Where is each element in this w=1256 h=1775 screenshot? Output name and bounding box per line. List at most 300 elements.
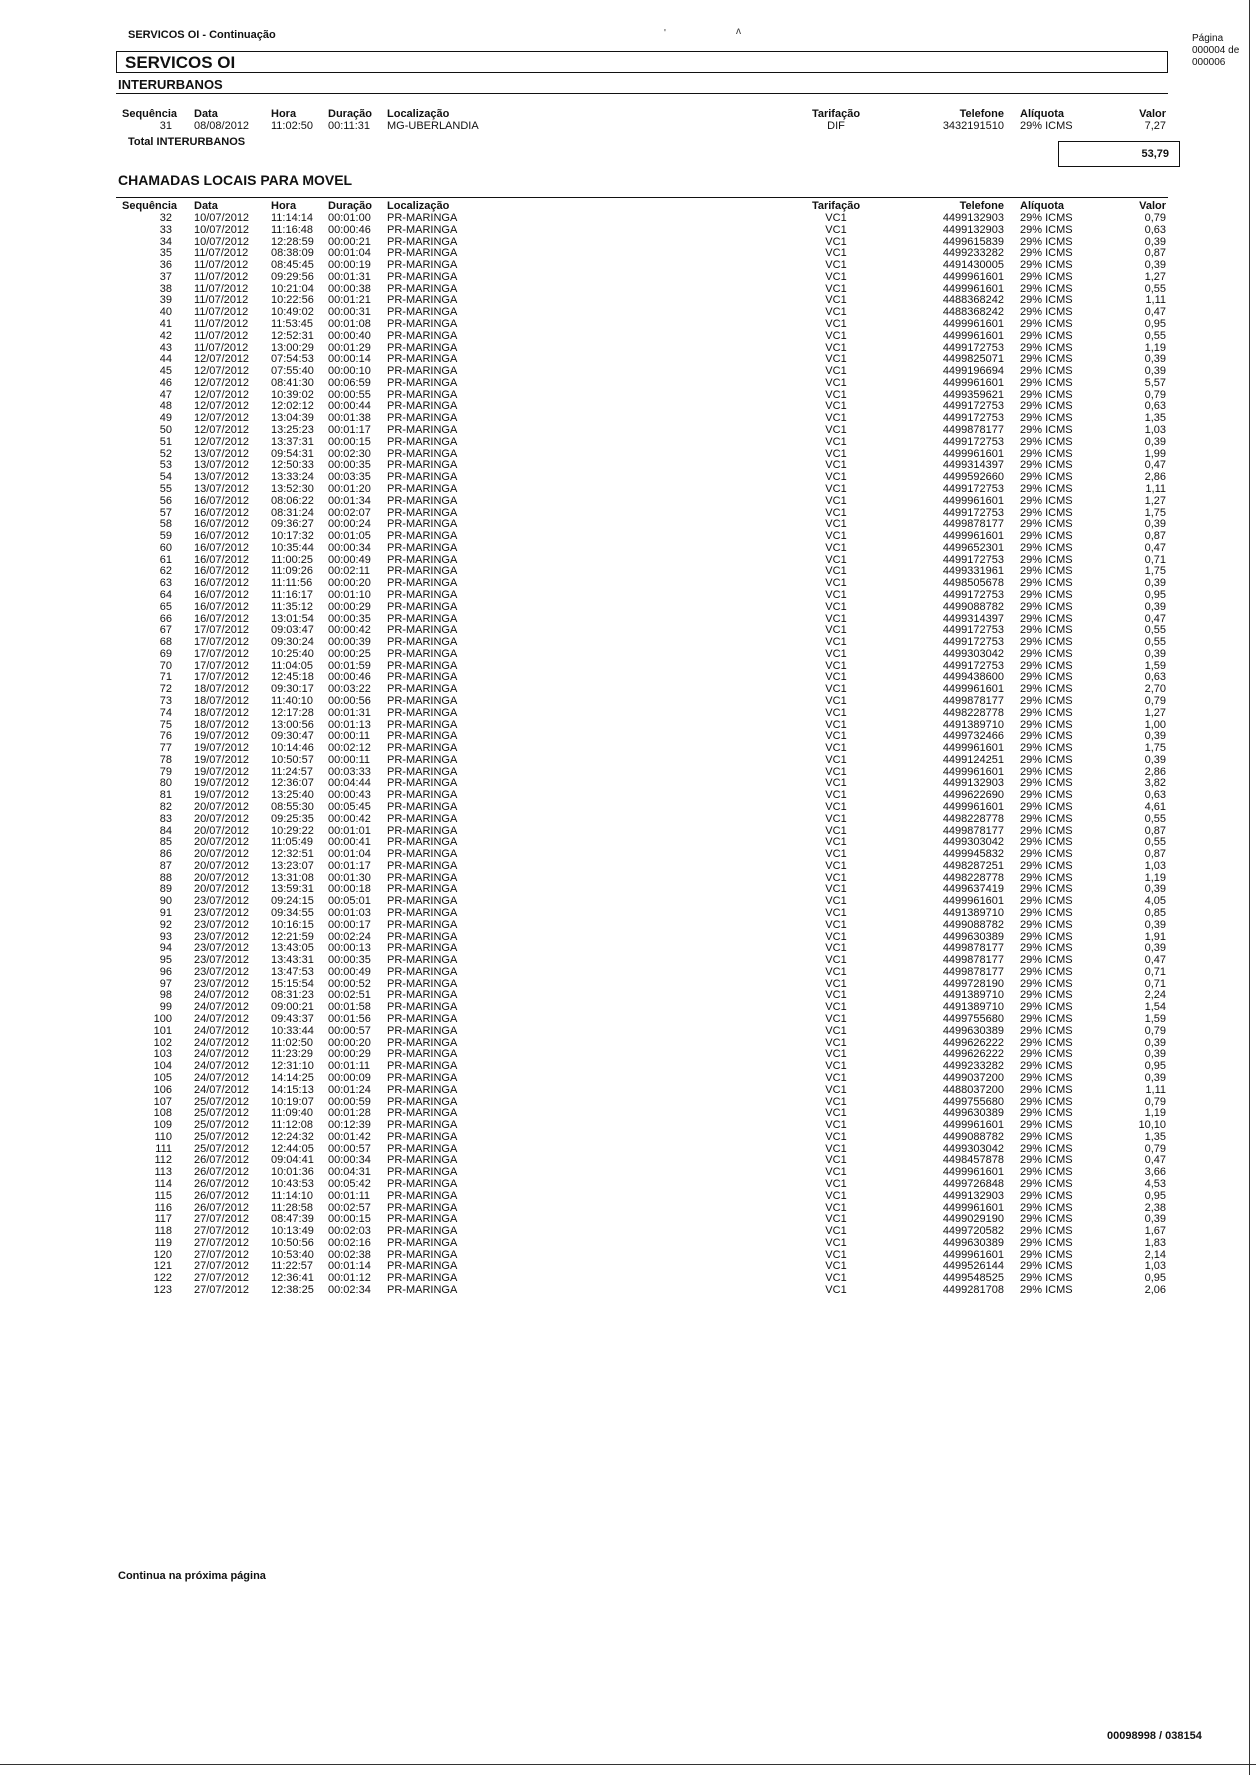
cell-sequencia: 39 (159, 294, 172, 307)
cell-valor: 4,05 (1144, 895, 1166, 908)
cell-hora: 11:09:40 (271, 1107, 314, 1120)
cell-data: 27/07/2012 (194, 1283, 250, 1296)
cell-aliquota: 29% ICMS (1020, 694, 1073, 707)
col-hora: Hora (271, 200, 297, 212)
cell-sequencia: 43 (159, 341, 172, 354)
cell-sequencia: 95 (159, 954, 172, 967)
table-row (0, 248, 1256, 259)
cell-data: 23/07/2012 (194, 954, 250, 967)
cell-localizacao: PR-MARINGA (387, 636, 458, 649)
table-row (0, 425, 1256, 436)
cell-hora: 11:35:12 (271, 600, 314, 613)
cell-localizacao: PR-MARINGA (387, 553, 458, 566)
cell-aliquota: 29% ICMS (1020, 565, 1073, 578)
cell-sequencia: 31 (159, 120, 172, 132)
cell-tarifacao: VC1 (825, 742, 847, 755)
section-title-box (116, 51, 1168, 73)
col-data: Data (194, 108, 218, 120)
cell-valor: 0,39 (1144, 883, 1166, 896)
cell-localizacao: PR-MARINGA (387, 247, 458, 260)
table-row (0, 1261, 1256, 1272)
cell-sequencia: 58 (159, 518, 172, 531)
cell-hora: 10:29:22 (271, 824, 314, 837)
cell-data: 20/07/2012 (194, 871, 250, 884)
cell-valor: 0,39 (1144, 235, 1166, 248)
cell-telefone: 4499728190 (942, 977, 1004, 990)
cell-hora: 08:31:24 (271, 506, 314, 519)
table-row (0, 861, 1256, 872)
table-row (0, 1132, 1256, 1143)
table-row (0, 1026, 1256, 1037)
cell-hora: 13:31:08 (271, 871, 314, 884)
cell-aliquota: 29% ICMS (1020, 212, 1073, 224)
cell-hora: 08:06:22 (271, 494, 314, 507)
cell-duracao: 00:02:03 (328, 1225, 371, 1238)
table-row (0, 1214, 1256, 1225)
cell-tarifacao: VC1 (825, 1130, 847, 1143)
cell-aliquota: 29% ICMS (1020, 1130, 1073, 1143)
cell-tarifacao: VC1 (825, 424, 847, 437)
cell-aliquota: 29% ICMS (1020, 471, 1073, 484)
cell-valor: 0,63 (1144, 400, 1166, 413)
cell-telefone: 4499961601 (942, 895, 1004, 908)
cell-aliquota: 29% ICMS (1020, 376, 1073, 389)
cell-hora: 13:23:07 (271, 859, 314, 872)
cell-data: 10/07/2012 (194, 235, 250, 248)
cell-aliquota: 29% ICMS (1020, 447, 1073, 460)
cell-tarifacao: VC1 (825, 1225, 847, 1238)
cell-telefone: 4498228778 (942, 871, 1004, 884)
cell-telefone: 4499331961 (942, 565, 1004, 578)
cell-telefone: 4499630389 (942, 1236, 1004, 1249)
cell-valor: 7,27 (1144, 120, 1166, 132)
cell-tarifacao: VC1 (825, 1048, 847, 1061)
page-total: 000006 (1192, 57, 1226, 68)
cell-duracao: 00:01:13 (328, 718, 371, 731)
cell-valor: 1,19 (1144, 871, 1166, 884)
cell-telefone: 4499825071 (942, 353, 1004, 366)
table-row (0, 802, 1256, 813)
cell-localizacao: PR-MARINGA (387, 329, 458, 342)
cell-telefone: 4499945832 (942, 848, 1004, 861)
cell-data: 23/07/2012 (194, 907, 250, 920)
cell-data: 17/07/2012 (194, 624, 250, 637)
cell-aliquota: 29% ICMS (1020, 259, 1073, 272)
cell-aliquota: 29% ICMS (1020, 1201, 1073, 1214)
cell-valor: 0,39 (1144, 518, 1166, 531)
cell-aliquota: 29% ICMS (1020, 801, 1073, 813)
cell-localizacao: PR-MARINGA (387, 341, 458, 354)
table-row (0, 1061, 1256, 1072)
cell-duracao: 00:00:35 (328, 612, 371, 625)
cell-localizacao: PR-MARINGA (387, 824, 458, 837)
cell-aliquota: 29% ICMS (1020, 494, 1073, 507)
cell-telefone: 4499132903 (942, 212, 1004, 224)
cell-telefone: 4499037200 (942, 1071, 1004, 1084)
cell-hora: 09:00:21 (271, 1001, 314, 1014)
cell-tarifacao: VC1 (825, 471, 847, 484)
table-row (0, 307, 1256, 318)
cell-aliquota: 29% ICMS (1020, 871, 1073, 884)
col-aliquota: Alíquota (1020, 108, 1064, 120)
table-row (0, 837, 1256, 848)
cell-data: 16/07/2012 (194, 518, 250, 531)
cell-localizacao: PR-MARINGA (387, 647, 458, 660)
cell-sequencia: 123 (153, 1283, 172, 1296)
cell-valor: 0,71 (1144, 553, 1166, 566)
cell-telefone: 4491430005 (942, 259, 1004, 272)
cell-valor: 5,57 (1144, 376, 1166, 389)
table-row (0, 684, 1256, 695)
cell-telefone: 4499961601 (942, 494, 1004, 507)
cell-hora: 13:43:05 (271, 942, 314, 955)
cell-tarifacao: VC1 (825, 541, 847, 554)
document-code: 00098998 / 038154 (1107, 1730, 1202, 1742)
col-localizacao: Localização (387, 108, 450, 120)
cell-hora: 10:21:04 (271, 282, 314, 295)
cell-tarifacao: VC1 (825, 494, 847, 507)
col-sequencia: Sequência (122, 108, 178, 120)
cell-hora: 13:59:31 (271, 883, 314, 896)
cell-data: 24/07/2012 (194, 1060, 250, 1073)
cell-data: 24/07/2012 (194, 1024, 250, 1037)
cell-duracao: 00:03:22 (328, 683, 371, 696)
cell-hora: 10:43:53 (271, 1177, 314, 1190)
cell-aliquota: 29% ICMS (1020, 683, 1073, 696)
cell-aliquota: 29% ICMS (1020, 659, 1073, 672)
cell-duracao: 00:00:39 (328, 636, 371, 649)
cell-hora: 09:54:31 (271, 447, 314, 460)
cell-data: 12/07/2012 (194, 376, 250, 389)
cell-localizacao: PR-MARINGA (387, 930, 458, 943)
cell-telefone: 4499132903 (942, 1189, 1004, 1202)
cell-aliquota: 29% ICMS (1020, 765, 1073, 778)
cell-tarifacao: VC1 (825, 530, 847, 543)
cell-localizacao: PR-MARINGA (387, 965, 458, 978)
cell-sequencia: 94 (159, 942, 172, 955)
cell-sequencia: 98 (159, 989, 172, 1002)
cell-hora: 11:11:56 (271, 577, 313, 590)
cell-data: 11/07/2012 (194, 270, 249, 283)
cell-aliquota: 29% ICMS (1020, 270, 1073, 283)
cell-localizacao: PR-MARINGA (387, 1189, 458, 1202)
cell-data: 23/07/2012 (194, 895, 250, 908)
cell-tarifacao: VC1 (825, 306, 847, 319)
locais-movel-rule (116, 197, 1168, 198)
cell-tarifacao: VC1 (825, 636, 847, 649)
cell-valor: 2,86 (1144, 765, 1166, 778)
cell-localizacao: PR-MARINGA (387, 1119, 458, 1132)
table-row (0, 1191, 1256, 1202)
table-row (0, 437, 1256, 448)
cell-duracao: 00:05:45 (328, 801, 371, 813)
cell-duracao: 00:00:14 (328, 353, 371, 366)
cell-sequencia: 49 (159, 412, 172, 425)
cell-hora: 11:05:49 (271, 836, 314, 849)
cell-duracao: 00:01:00 (328, 212, 371, 224)
cell-data: 11/07/2012 (194, 329, 249, 342)
cell-data: 11/07/2012 (194, 318, 249, 331)
cell-localizacao: PR-MARINGA (387, 294, 458, 307)
cell-valor: 2,14 (1144, 1248, 1166, 1261)
cell-data: 16/07/2012 (194, 541, 250, 554)
cell-duracao: 00:00:20 (328, 1036, 371, 1049)
col-aliquota: Alíquota (1020, 200, 1064, 212)
cell-sequencia: 33 (159, 223, 172, 236)
cell-telefone: 4499630389 (942, 1107, 1004, 1120)
col-tarifacao: Tarifação (811, 108, 861, 120)
cell-valor: 0,63 (1144, 223, 1166, 236)
cell-telefone: 4499172753 (942, 624, 1004, 637)
cell-telefone: 4488368242 (942, 294, 1004, 307)
table-row (0, 955, 1256, 966)
cell-aliquota: 29% ICMS (1020, 412, 1073, 425)
cell-data: 20/07/2012 (194, 848, 250, 861)
cell-localizacao: PR-MARINGA (387, 388, 458, 401)
cell-aliquota: 29% ICMS (1020, 848, 1073, 861)
cell-valor: 1,75 (1144, 565, 1166, 578)
cell-telefone: 4499755680 (942, 1095, 1004, 1108)
cell-telefone: 4499303042 (942, 1142, 1004, 1155)
cell-sequencia: 71 (159, 671, 172, 684)
cell-telefone: 4499961601 (942, 683, 1004, 696)
cell-hora: 09:29:56 (271, 270, 314, 283)
cell-hora: 15:15:54 (271, 977, 314, 990)
cell-duracao: 00:01:03 (328, 907, 371, 920)
page-current: 000004 de (1192, 45, 1240, 56)
table-row (0, 1226, 1256, 1237)
cell-tarifacao: VC1 (825, 459, 847, 472)
cell-telefone: 4499172753 (942, 506, 1004, 519)
cell-hora: 11:00:25 (271, 553, 314, 566)
cell-aliquota: 29% ICMS (1020, 730, 1073, 743)
cell-valor: 0,95 (1144, 588, 1166, 601)
cell-hora: 10:13:49 (271, 1225, 314, 1238)
cell-duracao: 00:00:55 (328, 388, 371, 401)
table-row (0, 343, 1256, 354)
cell-data: 27/07/2012 (194, 1213, 250, 1226)
cell-tarifacao: VC1 (825, 694, 847, 707)
cell-valor: 1,91 (1144, 930, 1166, 943)
cell-tarifacao: VC1 (825, 777, 847, 790)
cell-telefone: 4499172753 (942, 412, 1004, 425)
cell-sequencia: 50 (159, 424, 172, 437)
cell-localizacao: PR-MARINGA (387, 1107, 458, 1120)
cell-telefone: 4499303042 (942, 836, 1004, 849)
cell-localizacao: PR-MARINGA (387, 918, 458, 931)
cell-tarifacao: VC1 (825, 612, 847, 625)
cell-tarifacao: VC1 (825, 883, 847, 896)
cell-data: 16/07/2012 (194, 577, 250, 590)
cell-sequencia: 72 (159, 683, 172, 696)
cell-hora: 09:43:37 (271, 1013, 314, 1026)
cell-valor: 2,70 (1144, 683, 1166, 696)
cell-hora: 13:04:39 (271, 412, 314, 425)
cell-data: 11/07/2012 (194, 294, 249, 307)
cell-aliquota: 29% ICMS (1020, 341, 1073, 354)
cell-hora: 12:02:12 (271, 400, 314, 413)
table-row (0, 720, 1256, 731)
cell-data: 11/07/2012 (194, 306, 249, 319)
col-valor: Valor (1139, 108, 1166, 120)
total-interurbanos-label: Total INTERURBANOS (128, 136, 246, 148)
cell-tarifacao: VC1 (825, 730, 847, 743)
cell-tarifacao: VC1 (825, 789, 847, 802)
cell-localizacao: PR-MARINGA (387, 1036, 458, 1049)
cell-valor: 0,39 (1144, 730, 1166, 743)
cell-valor: 0,39 (1144, 1071, 1166, 1084)
cell-hora: 12:24:32 (271, 1130, 314, 1143)
cell-tarifacao: VC1 (825, 1166, 847, 1179)
table-row (0, 555, 1256, 566)
cell-telefone: 4499029190 (942, 1213, 1004, 1226)
cell-valor: 0,47 (1144, 1154, 1166, 1167)
cell-data: 11/07/2012 (194, 341, 249, 354)
cell-data: 24/07/2012 (194, 1036, 250, 1049)
cell-sequencia: 82 (159, 801, 172, 813)
cell-telefone: 4499961601 (942, 530, 1004, 543)
cell-data: 24/07/2012 (194, 989, 250, 1002)
cell-valor: 4,61 (1144, 801, 1166, 813)
cell-aliquota: 29% ICMS (1020, 1272, 1073, 1285)
cell-data: 16/07/2012 (194, 612, 250, 625)
cell-hora: 09:30:24 (271, 636, 314, 649)
table-row (0, 602, 1256, 613)
cell-hora: 09:30:47 (271, 730, 314, 743)
cell-sequencia: 111 (155, 1142, 172, 1155)
cell-duracao: 00:01:59 (328, 659, 371, 672)
cell-data: 20/07/2012 (194, 883, 250, 896)
cell-hora: 12:36:41 (271, 1272, 314, 1285)
cell-valor: 0,87 (1144, 824, 1166, 837)
cell-aliquota: 29% ICMS (1020, 647, 1073, 660)
cell-localizacao: PR-MARINGA (387, 859, 458, 872)
cell-duracao: 00:03:35 (328, 471, 371, 484)
cell-hora: 08:38:09 (271, 247, 314, 260)
cell-sequencia: 73 (159, 694, 172, 707)
cell-hora: 11:16:17 (271, 588, 314, 601)
cell-localizacao: PR-MARINGA (387, 223, 458, 236)
cell-duracao: 00:00:35 (328, 459, 371, 472)
cell-hora: 12:21:59 (271, 930, 314, 943)
cell-sequencia: 92 (159, 918, 172, 931)
cell-localizacao: PR-MARINGA (387, 1272, 458, 1285)
table-row (0, 354, 1256, 365)
cell-valor: 2,38 (1144, 1201, 1166, 1214)
table-row (0, 1002, 1256, 1013)
table-row (0, 1038, 1256, 1049)
cell-aliquota: 29% ICMS (1020, 624, 1073, 637)
cell-telefone: 4499233282 (942, 247, 1004, 260)
table-row (0, 1285, 1256, 1296)
cell-telefone: 4499615839 (942, 235, 1004, 248)
cell-duracao: 00:01:21 (328, 294, 371, 307)
cell-valor: 1,11 (1145, 1083, 1166, 1096)
cell-tarifacao: VC1 (825, 1083, 847, 1096)
cell-telefone: 4488368242 (942, 306, 1004, 319)
cell-data: 16/07/2012 (194, 494, 250, 507)
cell-tarifacao: VC1 (825, 683, 847, 696)
cell-sequencia: 104 (153, 1060, 172, 1073)
cell-valor: 0,79 (1144, 1024, 1166, 1037)
cell-duracao: 00:01:38 (328, 412, 371, 425)
cell-tarifacao: VC1 (825, 836, 847, 849)
cell-data: 23/07/2012 (194, 918, 250, 931)
cell-hora: 13:43:31 (271, 954, 314, 967)
section-title: SERVICOS OI (125, 53, 236, 72)
cell-duracao: 00:00:09 (328, 1071, 371, 1084)
cell-localizacao: PR-MARINGA (387, 907, 458, 920)
cell-sequencia: 99 (159, 1001, 172, 1014)
table-row (0, 590, 1256, 601)
table-row (0, 672, 1256, 683)
table-row (0, 755, 1256, 766)
cell-hora: 12:32:51 (271, 848, 314, 861)
cell-telefone: 4499622690 (942, 789, 1004, 802)
cell-valor: 0,47 (1144, 541, 1166, 554)
cell-valor: 1,03 (1144, 1260, 1166, 1273)
cell-tarifacao: VC1 (825, 435, 847, 448)
cell-duracao: 00:04:44 (328, 777, 371, 790)
cell-duracao: 00:11:31 (328, 120, 371, 132)
cell-duracao: 00:01:31 (328, 270, 371, 283)
cell-duracao: 00:03:33 (328, 765, 371, 778)
cell-hora: 08:45:45 (271, 259, 314, 272)
cell-duracao: 00:00:29 (328, 1048, 371, 1061)
cell-valor: 0,39 (1144, 1213, 1166, 1226)
cell-duracao: 00:00:40 (328, 329, 371, 342)
table-row (0, 225, 1256, 236)
cell-telefone: 4499720582 (942, 1225, 1004, 1238)
cell-telefone: 4499961601 (942, 270, 1004, 283)
cell-data: 27/07/2012 (194, 1225, 250, 1238)
cell-aliquota: 29% ICMS (1020, 777, 1073, 790)
cell-tarifacao: VC1 (825, 318, 847, 331)
cell-aliquota: 29% ICMS (1020, 435, 1073, 448)
cell-data: 20/07/2012 (194, 812, 250, 825)
cell-duracao: 00:01:12 (328, 1272, 371, 1285)
cell-duracao: 00:01:11 (328, 1189, 371, 1202)
cell-sequencia: 42 (159, 329, 172, 342)
cell-data: 20/07/2012 (194, 801, 250, 813)
cell-data: 23/07/2012 (194, 930, 250, 943)
cell-tarifacao: VC1 (825, 859, 847, 872)
cell-duracao: 00:01:04 (328, 247, 371, 260)
table-row (0, 826, 1256, 837)
cell-tarifacao: VC1 (825, 577, 847, 590)
cell-tarifacao: VC1 (825, 647, 847, 660)
col-duracao: Duração (328, 200, 373, 212)
cell-data: 23/07/2012 (194, 977, 250, 990)
cell-telefone: 4499172753 (942, 659, 1004, 672)
cell-data: 19/07/2012 (194, 730, 250, 743)
cell-localizacao: PR-MARINGA (387, 282, 458, 295)
table-row (0, 543, 1256, 554)
cell-data: 13/07/2012 (194, 482, 250, 495)
cell-sequencia: 102 (153, 1036, 172, 1049)
cell-duracao: 00:01:05 (328, 530, 371, 543)
cell-telefone: 4499878177 (942, 424, 1004, 437)
cell-valor: 1,00 (1144, 718, 1166, 731)
cell-tarifacao: VC1 (825, 1236, 847, 1249)
cell-aliquota: 29% ICMS (1020, 742, 1073, 755)
cell-data: 26/07/2012 (194, 1177, 250, 1190)
cell-localizacao: PR-MARINGA (387, 565, 458, 578)
cell-tarifacao: VC1 (825, 989, 847, 1002)
cell-telefone: 4499630389 (942, 1024, 1004, 1037)
col-duracao: Duração (328, 108, 373, 120)
cell-data: 27/07/2012 (194, 1248, 250, 1261)
